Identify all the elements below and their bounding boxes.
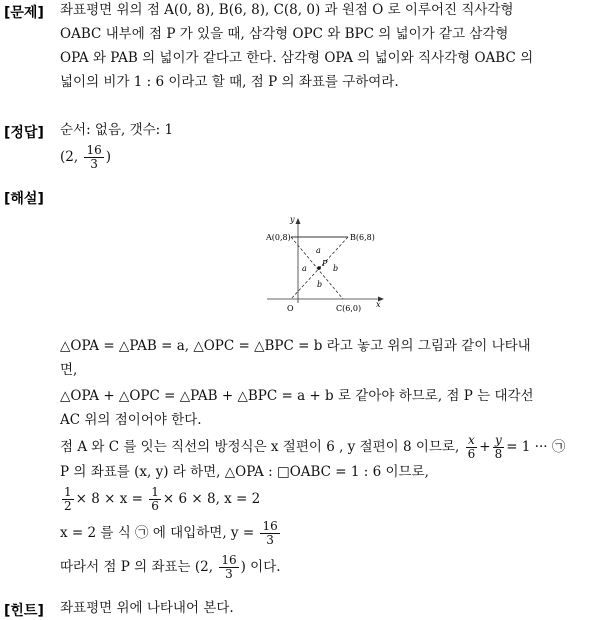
y-axis-label: y (290, 215, 295, 224)
plus-sign: + (479, 439, 491, 455)
answer-label: [정답] (4, 125, 44, 141)
answer-meta: 순서: 없음, 갯수: 1 (60, 122, 174, 138)
fraction-16-over-3 (260, 520, 279, 546)
explanation-line: △OPA + △OPC = △PAB + △BPC = a + b 로 같아야 하므로, 점 P 는 대각선 (60, 388, 534, 404)
fraction-den: 6 (467, 447, 476, 461)
area-tail: × 6 × 8, x = 2 (162, 491, 261, 507)
fraction-y-over-8 (493, 434, 505, 460)
explanation-line: P 의 좌표를 (x, y) 라 하면, △OPA : □OABC = 1 : 6 이므로, (60, 464, 429, 480)
point-p-dot (317, 266, 321, 270)
x-axis-label: x (376, 300, 381, 309)
fraction-den: 2 (64, 499, 72, 513)
label-o: O (287, 304, 294, 313)
explanation-line-equation (60, 430, 565, 464)
fraction-1-over-6 (149, 486, 161, 512)
substitute-text: x = 2 를 식 ㉠ 에 대입하면, y = (60, 525, 255, 541)
explanation-line-area (60, 482, 260, 516)
problem-line: OABC 내부에 점 P 가 있을 때, 삼각형 OPC 와 BPC 의 넓이가 같고 삼각형 (60, 26, 509, 42)
answer-fraction-num: 16 (86, 143, 102, 158)
fraction-den: 3 (225, 567, 233, 581)
fraction-den: 8 (494, 447, 503, 461)
coordinate-diagram (262, 212, 392, 322)
equation-intro: 점 A 와 C 를 잇는 직선의 방정식은 x 절편이 6 , y 절편이 8 이므로, (60, 439, 460, 455)
region-label-a-left: a (302, 264, 307, 273)
area-mid: × 8 × x = (75, 491, 143, 507)
fraction-num: y (493, 434, 505, 448)
hint-text: 좌표평면 위에 나타내어 본다. (60, 600, 234, 616)
label-b: B(6,8) (350, 233, 375, 242)
explanation-line: AC 위의 점이어야 한다. (60, 412, 202, 428)
region-label-a-top: a (316, 246, 321, 255)
explanation-line-substitute (60, 516, 282, 550)
fraction-num: x (466, 434, 478, 448)
fraction-num: 1 (151, 485, 159, 500)
fraction-num: 1 (64, 485, 72, 500)
problem-line: 넓이의 비가 1 : 6 이라고 할 때, 점 P 의 좌표를 구하여라. (60, 74, 399, 90)
hint-label: [힌트] (4, 603, 44, 619)
fraction-den: 6 (151, 499, 159, 513)
fraction-num: 16 (262, 519, 278, 534)
y-axis-arrow-icon (296, 218, 301, 224)
answer-fraction-den: 3 (90, 157, 98, 171)
answer-coordinate (60, 140, 111, 174)
label-p: P (322, 259, 328, 268)
fraction-num: 16 (221, 553, 237, 568)
explanation-label: [해설] (4, 191, 44, 207)
explanation-line: △OPA = △PAB = a, △OPC = △BPC = b 라고 놓고 위의 그림과 같이 나타내 (60, 338, 531, 354)
conclusion-tail: ) 이다. (240, 559, 281, 575)
label-a: A(0,8) (266, 233, 291, 242)
answer-coord-suffix: ) (105, 149, 112, 165)
problem-line: OPA 와 PAB 의 넓이가 같다고 한다. 삼각형 OPA 의 넓이와 직사각형 OABC 의 (60, 50, 534, 66)
explanation-line-conclusion (60, 550, 281, 584)
problem-label: [문제] (4, 5, 44, 21)
fraction-16-over-3 (219, 554, 238, 580)
fraction-den: 3 (266, 533, 274, 547)
region-label-b-right: b (333, 264, 339, 273)
equation-tail: = 1 ··· ㉠ (506, 439, 566, 455)
answer-fraction (84, 144, 103, 170)
fraction-1-over-2 (62, 486, 74, 512)
fraction-x-over-6 (466, 434, 478, 460)
explanation-line: 면, (60, 362, 78, 378)
label-c: C(6,0) (336, 304, 362, 313)
region-label-b-bottom: b (317, 280, 323, 289)
problem-line: 좌표평면 위의 점 A(0, 8), B(6, 8), C(8, 0) 과 원점 O 로 이루어진 직사각형 (60, 2, 514, 18)
answer-coord-prefix: (2, (60, 149, 79, 165)
conclusion-text: 따라서 점 P 의 좌표는 (2, (60, 559, 214, 575)
